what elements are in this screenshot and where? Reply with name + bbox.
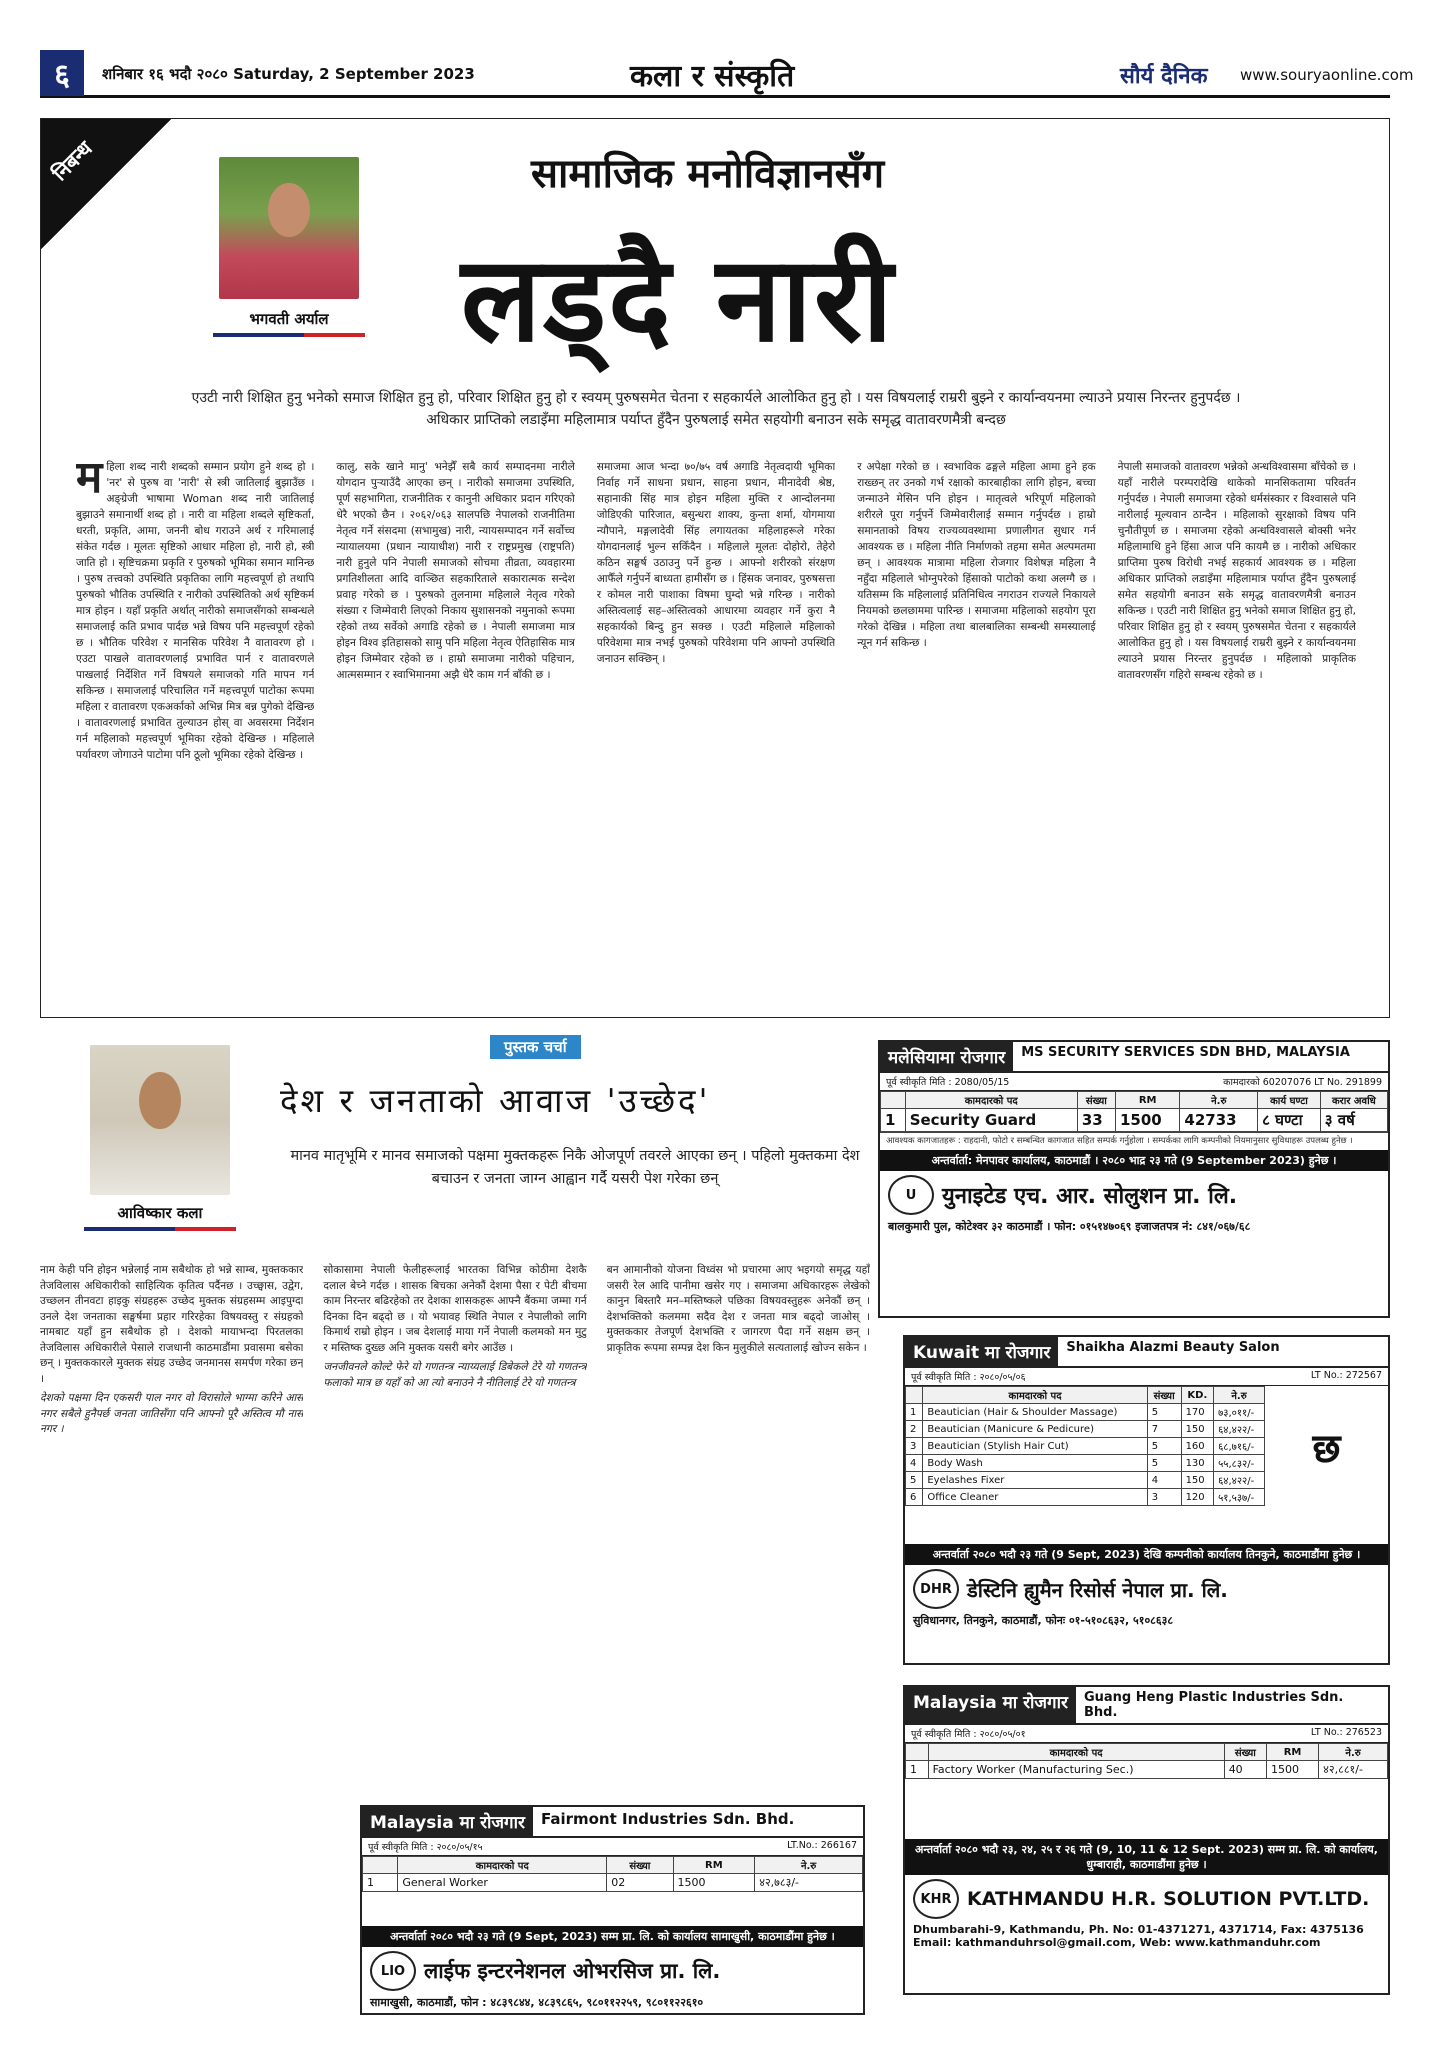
poem: देशको पक्षमा दिन एकसरी पाल नगर वो विरासोले भाग्मा करिने आस नगर सबैले हुनैपर्छ जनता जातिसँगा पनि आफ्नो पूरै अस्तित्व मौ नास नगर । — [40, 1392, 304, 1435]
book-review-tag: पुस्तक चर्चा — [490, 1035, 581, 1059]
essay-column: नेपाली समाजको वातावरण भन्नेको अन्धविश्वासमा बाँचेको छ । यहाँ नारीले परम्परादेखि थाकेको मानसिकतामा परिवर्तन गर्नुपर्दछ । नेपाली समाजमा रहेको धर्मसंस्कार र विश्वासले पनि नारीलाई मूल्यवान ठान्दैन । महिलाको सुरक्षाको विषय पनि चुनौतीपूर्ण छ । समाजमा रहेको अन्धविश्वासले बोक्सी भनेर महिलामाथि हुने हिंसा आज पनि कायमै छ । नारीको अधिकार प्राप्तिमा पुरुष विरोधी नभई सहकार्य आवश्यक छ । महिला अधिकार प्राप्तिको लडाइँमा महिलामात्र पर्याप्त हुँदैन पुरुषलाई समेत सहयोगी बनाउन सके समृद्ध वातावरणमैत्री बनाउन सकिन्छ । एउटी नारी शिक्षित हुनु भनेको समाज शिक्षित हुनु हो, परिवार शिक्षित हुनु हो र स्वयम् पुरुषसमेत चेतना र सहकार्यले आलोकित हुनु हो । यस विषयलाई राम्ररी बुझ्ने र कार्यान्वयनमा ल्याउने प्रयास निरन्तर हुनुपर्दछ । महिलाको प्राकृतिक वातावरणसँग गहिरो सम्बन्ध रहेको छ । — [1117, 461, 1356, 681]
agency-name: KATHMANDU H.R. SOLUTION PVT.LTD. — [967, 1888, 1370, 1910]
essay-column: र अपेक्षा गरेको छ । स्वभाविक ढङ्गले महिला आमा हुने हक राख्छन् तर उनको गर्भ रक्षाको कारबाहीका लागि होइन, बच्चा जन्माउने मेसिन पनि होइन । मातृत्वले भरिपूर्ण महिलाको शरीरले पूरा गर्नुपर्ने जिम्मेवारीलाई सम्मान गर्नुपर्दछ । हाम्रो समानताको विषय राज्यव्यवस्थामा प्रणालीगत सुधार गर्न आवश्यक छ । महिला नीति निर्माणको तहमा समेत अल्पमतमा छन् । आवश्यक मात्रामा महिला रोजगार विशेषज्ञ महिला नै नहुँदा महिलाले भोग्नुपरेको हिंसाको पाटोको कथा अलग्गै छ । यतिसम्म कि महिलालाई प्रतिनिधित्व नगराउन राज्यले निकायले नियमको छलछाममा पारिन्छ । समाजमा महिलाको सहयोग पूरा गरेको देखिन्न । महिला तथा बालबालिका सम्बन्धी समस्यालाई न्यून गर्न सकिन्छ । — [857, 461, 1096, 649]
agency-logo: DHR — [913, 1569, 959, 1609]
interview-notice: अन्तर्वार्ता: मेनपावर कार्यालय, काठमाडौं । २०८० भाद्र २३ गते (9 September 2023) हुनेछ । — [880, 1150, 1388, 1171]
job-table: कामदारको पद संख्या RM ने.रु कार्य घण्टा करार अवधि 1 Security Guard 33 1500 42733 ८ घण्टा ३ वर्ष — [880, 1091, 1388, 1132]
ad-lt-number: LT.No.: 266167 — [787, 1840, 857, 1851]
reviewer-name: आविष्कार कला — [117, 1204, 203, 1222]
ad-tag: मलेसियामा रोजगार — [880, 1042, 1013, 1071]
review-column: नाम केही पनि होइन भन्नेलाई नाम सबैथोक हो भन्ने साम्ब, मुक्तककार तेजविलास अधिकारीको साहित्यिक कृतित्व पर्दैनछ । उच्छ्वास, उद्वेग, उच्छलन तीनवटा हाइकु संग्रहहरू उच्छेद मुक्तक संग्रहसम्म आइपुग्दा उनले देश जनताका सङ्घर्षमा प्रहार गरिरहेका विषयवस्तु र संग्रहको नामबाट यहाँ हुन सबैथोक हो । देशको मायाभन्दा पिरतलका तेजविलास अधिकारीले पेसाले राजधानी काठमाडौंमा प्रवासमा बसेका छन् । मुक्तककारले मुक्तक संग्रह उच्छेद जनमानस समर्पण गरेका छन् । देशको पक्षमा दिन एकसरी पाल नगर वो विरासोले भाग्मा करिने आस नगर सबैले हुनैपर्छ जनता जातिसँगा पनि आफ्नो पूरै अस्तित्व मौ नास नगर । — [40, 1263, 303, 1783]
table-row: 5 Eyelashes Fixer 4 150 ६४,४२२/- — [906, 1472, 1265, 1489]
essay-ribbon: निबन्ध — [41, 119, 171, 249]
table-row: 4 Body Wash 5 130 ५५,८३२/- — [906, 1455, 1265, 1472]
author-name: भगवती अर्याल — [249, 310, 329, 328]
agency-logo: KHR — [913, 1879, 959, 1919]
job-ad-fairmont — [360, 1805, 865, 2015]
issue-date: शनिबार १६ भदौ २०८० Saturday, 2 September 2023 — [102, 65, 475, 83]
ad-approval-date: पूर्व स्वीकृति मिति : २०८०/०५/०६ — [911, 1372, 1026, 1383]
review-column: सोकासामा नेपाली फेलीहरूलाई भारतका विभिन्न कोठीमा देशकै दलाल बेच्ने गर्दछ । शासक बिचका अनेकौं देशमा पैसा र पेटी बीचमा काम निरन्तर बढिरहेको तर देशका शासकहरू आफ्नै बैंकमा जम्मा गर्न दिनका दिन बढ्दो छ । यो भयावह स्थिति नेपाल र नेपालीको लागि किमार्थ राम्रो होइन । जब देशलाई माया गर्ने नेपाली कलमको मन मुटु र मस्तिष्क दुख्छ अनि मुक्तक यसरी बगेर आउँछ । जनजीवनले कोल्टे फेरे यो गणतन्त्र न्याय्यलाई डिबेकले टेरे यो गणतन्त्र फलाको मात्र छ यहाँ को आ त्यो बनाउने नै नीतिलाई टेरे यो गणतन्त्र — [323, 1263, 586, 1783]
author-photo — [219, 157, 359, 299]
newspaper-brand: सौर्य दैनिक — [1120, 64, 1208, 89]
table-row: 2 Beautician (Manicure & Pedicure) 7 150 ६४,४२२/- — [906, 1421, 1265, 1438]
agency-address: सामाखुसी, काठमाडौं, फोन : ४८३९८४४, ४८३९८६५, ९८०११२२५९, ९८०११२२६१० — [370, 1996, 704, 2009]
essay-subtitle: सामाजिक मनोविज्ञानसँग — [531, 150, 885, 197]
page-number: ६ — [40, 50, 84, 96]
agency-logo: LIO — [370, 1951, 416, 1991]
ad-highlight: छ — [1312, 1425, 1341, 1472]
page-header — [40, 50, 1414, 98]
ad-lt-number: LT No.: 272567 — [1310, 1370, 1382, 1381]
book-review-article — [40, 1035, 870, 2015]
ad-approval-date: पूर्व स्वीकृति मिति : 2080/05/15 — [886, 1077, 1010, 1088]
interview-notice: अन्तर्वार्ता २०८० भदौ २३ गते (9 Sept, 2023) देखि कम्पनीको कार्यालय तिनकुने, काठमाडौंमा हुनेछ । — [905, 1544, 1388, 1565]
interview-notice: अन्तर्वार्ता २०८० भदौ २३ गते (9 Sept, 2023) सम्म प्रा. लि. को कार्यालय सामाखुसी, काठमाडौंमा हुनेछ । — [362, 1926, 863, 1947]
ad-lt-number: कामदारको 60207076 LT No. 291899 — [1223, 1077, 1382, 1088]
ad-approval-date: पूर्व स्वीकृति मिति : २०८०/०५/०१ — [911, 1729, 1026, 1740]
essay-title: लड्दै नारी — [461, 230, 895, 368]
ad-company: Guang Heng Plastic Industries Sdn. Bhd. — [1083, 1690, 1344, 1720]
ad-approval-date: पूर्व स्वीकृति मिति : २०८०/०५/१५ — [368, 1842, 483, 1853]
agency-name: लाईफ इन्टरनेशनल ओभरसिज प्रा. लि. — [424, 1959, 721, 1983]
review-subtitle: मानव मातृभूमि र मानव समाजको पक्षमा मुक्तकहरू निकै ओजपूर्ण तवरले आएका छन् । पहिलो मुक्तकमा देश बचाउन र जनता जाग्न आह्वान गर्दै यसरी पेश गरेका छन् — [290, 1148, 860, 1187]
review-title: देश र जनताको आवाज 'उच्छेद' — [280, 1081, 711, 1120]
essay-article — [40, 118, 1390, 1018]
essay-column: समाजमा आज भन्दा ७०/७५ वर्ष अगाडि नेतृत्वदायी भूमिका निर्वाह गर्ने साधना प्रधान, साहना प्रधान, मीनादेवी श्रेष्ठ, सहानाकी सिंह मात्र होइन महिला मुक्ति र आन्दोलनमा जोडिएकी पारिजात, बसुन्धरा शाक्य, कुन्ता शर्मा, योगमाया न्यौपाने, मङ्गलादेवी सिंह लगायतका महिलाहरूले गरेका योगदानलाई भुल्न सकिँदैन । महिलाले मूलतः दोहोरो, तेहेरो कठिन सङ्घर्ष उठाउनु पर्ने हुन्छ । आफ्नो शरीरको संरक्षण आफैँले गर्नुपर्ने बाध्यता हामीसँग छ । हिंसक जनावर, पुरुषसत्ता र कोमल नारी पाशाका विषमा घुम्दो भन्ने गरिन्छ । नारीको अस्तित्वलाई सह–अस्तित्वको आधारमा व्यवहार गर्ने कुरा नै सहकार्यको बिन्दु हुन सक्छ । एउटी महिलाले महिलाको परिवेशमा मात्र नभई पुरुषको परिवेशमा पनि आफ्नो उपस्थिति जनाउन सक्छिन् । — [596, 461, 836, 665]
review-column: बन आमानीको योजना विध्वंस भो प्रचारमा आए भइगयो समृद्ध यहाँ जसरी रेल आदि पानीमा खसेर गए । समाजमा अधिकारहरू लेखेको कानुन बिस्तारै मन–मस्तिष्कले पछिका विषयवस्तुहरू अनेकौं छन् । देशभक्तिको कलममा सदैव देश र जनता मात्र बढ्दो जाओस् । मुक्तककार तेजपूर्ण देशभक्ति र जागरण पैदा गर्ने सक्षम छन् । प्राकृतिक रूपमा सम्पन्न देश किन मुलुकीले सत्यतालाई खोज्न सकेन । — [606, 1264, 870, 1354]
ad-company: Fairmont Industries Sdn. Bhd. — [540, 1810, 795, 1828]
ad-company: Shaikha Alazmi Beauty Salon — [1066, 1340, 1280, 1355]
reviewer-photo — [90, 1045, 230, 1195]
drop-cap: म — [76, 459, 103, 503]
ad-company: MS SECURITY SERVICES SDN BHD, MALAYSIA — [1021, 1045, 1350, 1060]
ad-tag: Kuwait मा रोजगार — [905, 1337, 1058, 1366]
essay-lede: एउटी नारी शिक्षित हुनु भनेको समाज शिक्षित हुनु हो, परिवार शिक्षित हुनु हो र स्वयम् पुरुषसमेत चेतना र सहकार्यले आलोकित हुनु हो । यस विषयलाई राम्ररी बुझ्ने र कार्यान्वयनमा ल्याउने प्रयास निरन्तर हुनुपर्दछ । अधिकार प्राप्तिको लडाइँमा महिलामात्र पर्याप्त हुँदैन पुरुषलाई समेत सहयोगी बनाउन सके समृद्ध वातावरणमैत्री बन्दछ — [191, 390, 1241, 428]
interview-notice: अन्तर्वार्ता २०८० भदौ २३, २४, २५ र २६ गते (9, 10, 11 & 12 Sept. 2023) सम्म प्रा. लि. को कार्यालय, धुम्बाराही, काठमाडौंमा हुनेछ । — [905, 1839, 1388, 1875]
essay-columns — [76, 459, 1356, 1009]
reviewer-rule — [84, 1227, 236, 1231]
table-row: 1 General Worker 02 1500 ४२,७८३/- — [363, 1874, 863, 1892]
job-ad-kuwait-salon — [903, 1335, 1390, 1665]
agency-address: बालकुमारी पुल, कोटेश्वर ३२ काठमाडौं । फोन: ०१५१४७०६९ इजाजतपत्र नं: ८४१/०६७/६८ — [888, 1220, 1251, 1233]
website-link[interactable]: www.souryaonline.com — [1240, 66, 1414, 84]
table-row: 6 Office Cleaner 3 120 ५१,५३७/- — [906, 1489, 1265, 1506]
job-table: कामदारको पद संख्या RM ने.रु 1 Factory Worker (Manufacturing Sec.) 40 1500 ४२,८८१/- — [905, 1743, 1388, 1779]
table-row: 3 Beautician (Stylish Hair Cut) 5 160 ६८,७१६/- — [906, 1438, 1265, 1455]
section-title: कला र संस्कृति — [630, 59, 795, 94]
review-columns — [40, 1263, 870, 1783]
author-rule — [213, 333, 365, 337]
agency-logo: U — [888, 1175, 934, 1215]
table-row: 1 Security Guard 33 1500 42733 ८ घण्टा ३ वर्ष — [881, 1109, 1388, 1132]
essay-column: महिला शब्द नारी शब्दको सम्मान प्रयोग हुने शब्द हो । 'नर' से पुरुष वा 'नारी' से स्त्री जातिलाई बुझाउँछ । अङ्ग्रेजी भाषामा Woman शब्द नारी जातिलाई बुझाउने समानार्थी शब्द हो । नारी वा महिला शब्दले सृष्टिकर्ता, धरती, प्रकृति, आमा, जननी बोध गराउने अर्थ र गरिमालाई संकेत गर्दछ । मूलतः सृष्टिको आधार महिला हो, नारी हो, स्त्री जाति हो । सृष्टिचक्रमा प्रकृति र पुरुषको भूमिका समान मानिन्छ । पुरुष तत्त्वको उपस्थिति प्रकृतिका लागि महत्त्वपूर्ण हो तथापि पुरुषको भौतिक उपस्थिति र नारीको उपस्थितिको अर्थ सृष्टिकर्म मात्र होइन । यहाँ प्रकृति अर्थात् नारीको समाजसँगको सम्बन्धले समाजलाई कति प्रभाव पार्दछ भन्ने विषय पनि महत्त्वपूर्ण रहेको छ । भौतिक परिवेश र मानसिक परिवेश नै वातावरण हो । एउटा पाखले वातावरणलाई प्रभावित पार्न र वातावरणले पाखलाई निर्देशित गर्ने विषयले समाजको गति मापन गर्न सकिन्छ । समाजलाई परिचालित गर्ने महत्त्वपूर्ण पाटोका रूपमा महिला र वातावरण एकअर्काको अभिन्न मित्र बन्न पुगेको देखिन्छ । वातावरणलाई प्रभावित तुल्याउन होस् वा अवसरमा निर्देशन गर्न महिलाको महत्त्वपूर्ण भूमिका रहेको देखिन्छ । महिलाले पर्यावरण जोगाउने पाटोमा पनि ठूलो भूमिका रहेको देखिन्छ । — [76, 459, 315, 761]
job-ad-ms-security — [878, 1040, 1390, 1318]
poem: जनजीवनले कोल्टे फेरे यो गणतन्त्र न्याय्यलाई डिबेकले टेरे यो गणतन्त्र फलाको मात्र छ यहाँ को आ त्यो बनाउने नै नीतिलाई टेरे यो गणतन्त्र — [323, 1361, 587, 1389]
agency-name: युनाइटेड एच. आर. सोलुशन प्रा. लि. — [942, 1184, 1238, 1209]
ad-lt-number: LT No.: 276523 — [1310, 1727, 1382, 1738]
table-row: 1 Factory Worker (Manufacturing Sec.) 40 1500 ४२,८८१/- — [906, 1761, 1388, 1779]
agency-address: Dhumbarahi-9, Kathmandu, Ph. No: 01-4371271, 4371714, Fax: 4375136 Email: kathmanduhrsol@gmail.com, Web: www.kathmanduhr.com — [913, 1923, 1364, 1949]
ad-tag: Malaysia मा रोजगार — [362, 1807, 533, 1836]
job-table: कामदारको पद संख्या KD. ने.रु 1 Beautician (Hair & Shoulder Massage) 5 170 ७३,०११/- 2 Beautician (Manicure & Pedicure) 7 150 ६४,४२२/- 3 Beautician (Stylish Hair Cut) 5 160 ६८,७१६/- 4 Body Wash 5 130 ५५,८३२/- 5 Eyelashes Fixer 4 150 ६४,४२२/- 6 Office Cleaner 3 120 ५१,५३७/- — [905, 1386, 1265, 1506]
job-ad-guang-heng — [903, 1685, 1390, 1995]
job-table: कामदारको पद संख्या RM ने.रु 1 General Worker 02 1500 ४२,७८३/- — [362, 1856, 863, 1892]
agency-name: डेस्टिनि ह्युमैन रिसोर्स नेपाल प्रा. लि. — [967, 1577, 1228, 1602]
ad-fine-print: आवश्यक कागजातहरू : राहदानी, फोटो र सम्बन्धित कागजात सहित सम्पर्क गर्नुहोला । सम्पर्कका लागि कम्पनीको नियमानुसार सुविधाहरू उपलब्ध हुनेछ । — [880, 1132, 1388, 1150]
essay-column: कालु, सके खाने मानु' भनेझैँ सबै कार्य सम्पादनमा नारीले योगदान पुर्‍याउँदै आएका छन् । नारीको समाजमा उपस्थिति, पूर्ण सहभागिता, राजनीतिक र कानुनी अधिकार प्रदान गरिएको धेरै भएको छैन । २०६२/०६३ सालपछि नेपालको राजनीतिमा नेतृत्व गर्ने संसदमा (सभामुख) नारी, न्यायसम्पादन गर्ने सर्वोच्च न्यायालयमा (प्रधान न्यायाधीश) नारी र राष्ट्रप्रमुख (राष्ट्रपति) नारी हुनुले पनि नेपाली समाजको सोचमा तीव्रता, व्यवहारमा प्रगतिशीलता आदि वाञ्छित सहकारिताले सकारात्मक सन्देश प्रवाह गरेको छ । पुरुषको तुलनामा महिलाले नेतृत्व गरेको संख्या र जिम्मेवारी लिएको निकाय सुशासनको नमुनाको रूपमा रहेको तथ्य सर्वेको अगाडि रहेको छ । नेपाली समाजमा मात्र होइन विश्व इतिहासको सामु पनि महिला नेतृत्व ऐतिहासिक मात्र होइन जिम्मेवार रहेको छ । हाम्रो समाजमा नारीको पहिचान, आत्मसम्मान र स्वाभिमानमा अझै धेरै काम गर्न बाँकी छ । — [336, 461, 575, 681]
table-row: 1 Beautician (Hair & Shoulder Massage) 5 170 ७३,०११/- — [906, 1404, 1265, 1421]
ad-tag: Malaysia मा रोजगार — [905, 1687, 1076, 1723]
agency-address: सुविधानगर, तिनकुने, काठमाडौं, फोनः ०१-५१०८६३२, ५१०८६३८ — [913, 1614, 1174, 1627]
